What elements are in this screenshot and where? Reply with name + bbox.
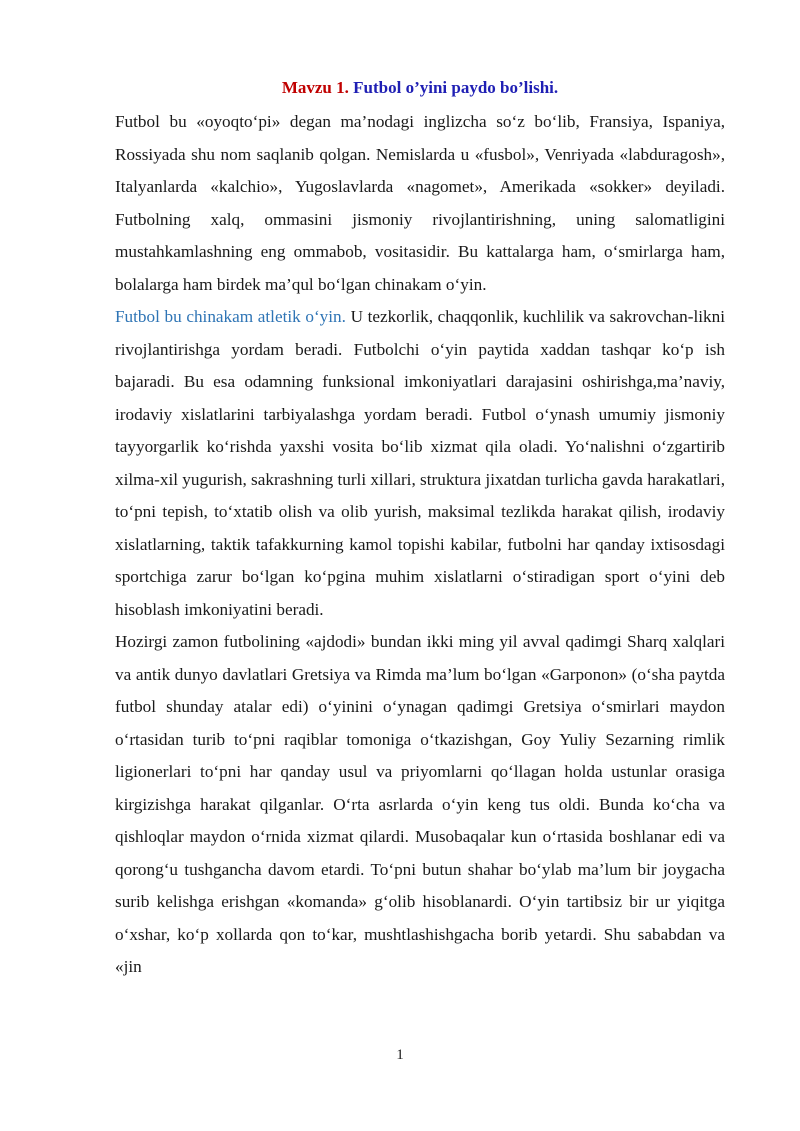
paragraph-text: U tezkorlik, chaqqonlik, kuchlilik va sakrovchan-likni rivojlantirishga yordam beradi. Futbolchi o‘yin paytida xaddan tashqar ko‘p ish bajaradi. Bu esa odamning funksional imkoniyatlari darajasini oshirishga,ma’naviy, irodaviy xislatlarini tarbiyalashga yordam beradi. Futbol o‘ynash umumiy jismoniy tayyorgarlik ko‘rishda yaxshi vosita bo‘lib xizmat qila oladi. Yo‘nalishni o‘zgartirib xilma-xil yugurish, sakrashning turli xillari, struktura jixatdan turlicha gavda harakatlari, to‘pni tepish, to‘xtatib olish va olib yurish, maksimal tezlikda harakat qilish, irodaviy xislatlarning, taktik tafakkurning kamol topishi kabilar, futbolni har qanday ixtisosdagi sportchiga zarur bo‘lgan ko‘pgina muhim xislatlarni o‘stiradigan sport o‘yini deb hisoblash imkoniyatini beradi. <box>115 307 726 619</box>
paragraph-text: Futbol bu «oyoqto‘pi» degan ma’nodagi inglizcha so‘z bo‘lib, Fransiya, Ispaniya, Rossiyada shu nom saqlanib qolgan. Nemislarda u «fusbol», Venriyada «labduragosh», Italyanlarda «kalchio», Yugoslavlarda «nagomet», Amerikada «sokker» deyiladi. Futbolning xalq, ommasini jismoniy rivojlantirishning, uning salomatligini mustahkamlashning eng ommabob, vositasidir. Bu kattalarga ham, o‘smirlarga ham, bolalarga ham birdek ma’qul bo‘lgan chinakam o‘yin. <box>115 112 725 294</box>
paragraph-text: Hozirgi zamon futbolining «ajdodi» bundan ikki ming yil avval qadimgi Sharq xalqlari va antik dunyo davlatlari Gretsiya va Rimda ma’lum bo‘lgan «Garponon» (o‘sha paytda futbol shunday atalar edi) o‘yinini o‘ynagan qadimgi Gretsiya o‘smirlari maydon o‘rtasidan turib to‘pni raqiblar tomoniga o‘tkazishgan, Goy Yuliy Sezarning rimlik ligionerlari to‘pni har qanday usul va priyomlarni qo‘llagan holda ustunlar orasiga kirgizishga harakat qilganlar. O‘rta asrlarda o‘yin keng tus oldi. Bunda ko‘cha va qishloqlar maydon o‘rnida xizmat qilardi. Musobaqalar kun o‘rtasida boshlanar edi va qorong‘u tushgancha davom etardi. To‘pni butun shahar bo‘ylab ma’lum bir joygacha surib kelishga erishgan «komanda» g‘olib hisoblanardi. O‘yin tartibsiz bir ur yiqitga o‘xshar, ko‘p xollarda qon to‘kar, mushtlashishgacha borib yetardi. Shu sababdan va «jin <box>115 632 725 976</box>
page-number: 1 <box>396 1047 404 1063</box>
paragraph-3 <box>115 626 725 984</box>
paragraph-2 <box>115 301 725 626</box>
title-text: Futbol o’yini paydo bo’lishi. <box>353 78 559 97</box>
paragraph-1 <box>115 106 725 301</box>
title-prefix: Mavzu 1. <box>281 78 349 97</box>
paragraph-lead: Futbol bu chinakam atletik o‘yin. <box>115 307 346 326</box>
page-title <box>115 77 725 99</box>
document-body <box>115 106 725 984</box>
